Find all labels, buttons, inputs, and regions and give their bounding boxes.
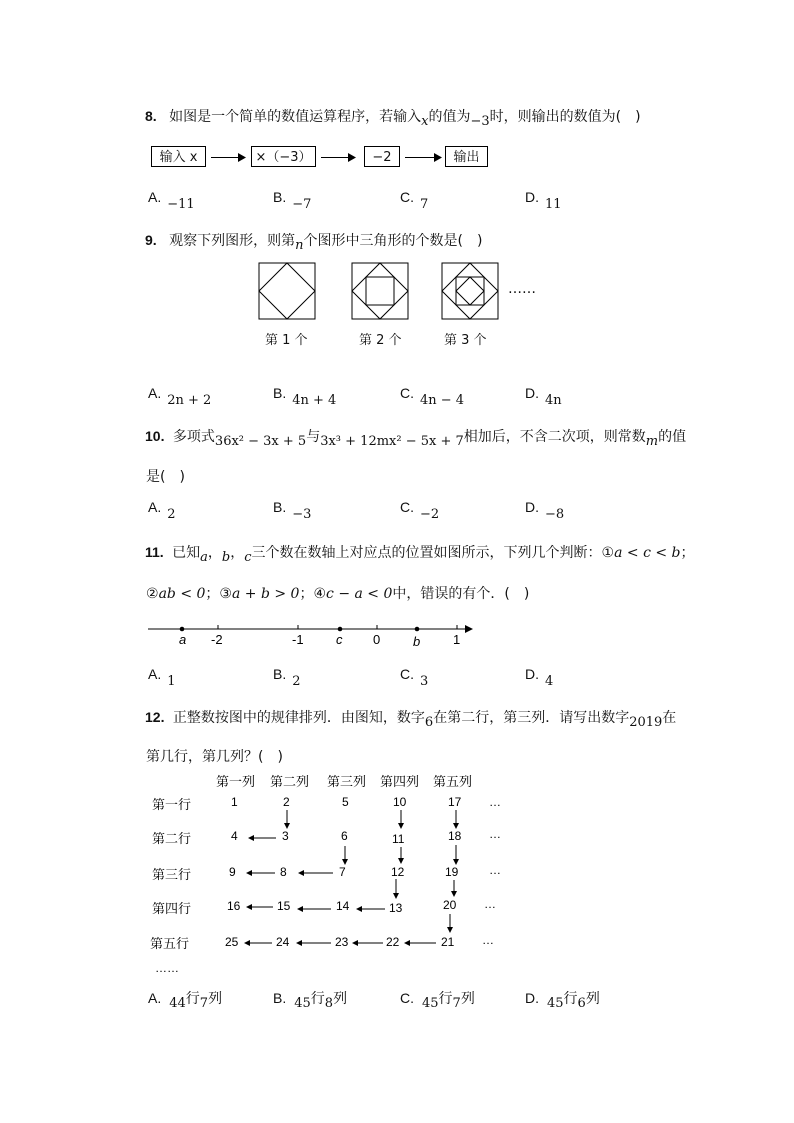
row-ellipsis: … xyxy=(489,863,501,877)
option-letter: C. xyxy=(400,189,414,205)
option-value: 45 xyxy=(422,996,439,1011)
option-text: 行 xyxy=(438,991,453,1007)
row-ellipsis: … xyxy=(482,933,494,947)
option-letter: A. xyxy=(148,499,162,515)
grid-number: 12 xyxy=(391,865,405,879)
column-header: 第一列 xyxy=(216,774,256,789)
option-letter: D. xyxy=(525,385,539,401)
grid-number: 9 xyxy=(229,865,236,879)
question-number: 8. xyxy=(145,108,157,124)
grid-number: 20 xyxy=(443,898,457,912)
option-value: 4 xyxy=(545,674,554,689)
figure-caption: 第 3 个 xyxy=(444,333,487,348)
option-value: 45 xyxy=(294,996,311,1011)
figure-2 xyxy=(351,262,411,322)
grid-number: 6 xyxy=(341,829,348,843)
column-header: 第四列 xyxy=(380,774,420,789)
row-header: 第四行 xyxy=(152,901,192,916)
tick-label: -1 xyxy=(292,632,304,647)
question-9-text xyxy=(145,230,483,253)
option-value: −3 xyxy=(292,507,312,522)
question-number: 11. xyxy=(145,544,164,560)
question-text: 观察下列图形，则第 xyxy=(169,233,296,249)
option-c[interactable] xyxy=(400,385,465,408)
figure-3 xyxy=(441,262,501,322)
question-number: 12. xyxy=(145,709,165,725)
option-value: 6 xyxy=(577,996,586,1011)
grid-arrows xyxy=(245,810,456,943)
option-b[interactable] xyxy=(273,988,348,1011)
flow-box-multiply: ×（−3） xyxy=(251,146,316,167)
point-a xyxy=(180,627,185,632)
arrow-head-icon xyxy=(348,153,356,162)
figure-1 xyxy=(258,262,318,322)
option-letter: D. xyxy=(525,990,539,1006)
option-d[interactable] xyxy=(525,385,562,408)
grid-number: 22 xyxy=(386,935,400,949)
option-letter: B. xyxy=(273,189,287,205)
option-a[interactable] xyxy=(148,499,176,522)
row-header: 第二行 xyxy=(152,831,192,846)
option-c[interactable] xyxy=(400,189,429,212)
option-letter: C. xyxy=(400,666,414,682)
grid-number: 10 xyxy=(393,795,407,809)
bottom-ellipsis: …… xyxy=(155,961,179,975)
grid-number: 2 xyxy=(283,795,290,809)
punct: ， xyxy=(230,545,245,561)
grid-number: 11 xyxy=(392,832,405,846)
question-11-text xyxy=(145,542,695,565)
option-d[interactable] xyxy=(525,499,565,522)
option-value: 3 xyxy=(420,674,429,689)
grid-number: 1 xyxy=(231,795,238,809)
question-8-text xyxy=(145,106,641,129)
option-letter: B. xyxy=(273,990,287,1006)
row-header: 第三行 xyxy=(152,867,192,882)
option-value: −2 xyxy=(420,507,440,522)
question-text: 在第二行，第三列．请写出数字 xyxy=(433,710,630,726)
point-c xyxy=(338,627,343,632)
option-value: −11 xyxy=(167,197,195,212)
question-11-text-line2 xyxy=(146,583,529,603)
arrow-head-icon xyxy=(434,153,442,162)
option-value: 2n + 2 xyxy=(167,393,212,408)
option-value: 45 xyxy=(547,996,564,1011)
option-letter: A. xyxy=(148,666,162,682)
judgment-2: ab < 0 xyxy=(158,586,206,602)
question-12-text xyxy=(145,707,677,730)
grid-number: 15 xyxy=(277,899,291,913)
option-text: 行 xyxy=(310,991,325,1007)
option-letter: C. xyxy=(400,990,414,1006)
number-6: 6 xyxy=(424,715,434,730)
grid-number: 17 xyxy=(448,795,462,809)
axis-arrow-icon xyxy=(465,625,473,633)
question-text: 在 xyxy=(662,710,677,726)
option-letter: A. xyxy=(148,385,162,401)
option-text: 行 xyxy=(563,991,578,1007)
question-10-text xyxy=(145,426,687,449)
option-a[interactable] xyxy=(148,988,223,1011)
variable-b: b xyxy=(221,550,231,565)
option-value: 11 xyxy=(545,197,562,212)
number-line xyxy=(145,615,485,655)
judgment-marker: ③ xyxy=(219,586,232,602)
punct: ； xyxy=(205,586,220,602)
option-value: 4n xyxy=(545,393,562,408)
variable-n: n xyxy=(295,238,304,253)
point-b xyxy=(415,627,420,632)
question-text: 正整数按图中的规律排列．由图知，数字 xyxy=(172,710,425,726)
option-b[interactable] xyxy=(273,385,337,408)
option-a[interactable] xyxy=(148,666,176,689)
polynomial-1: 36x² − 3x + 5 xyxy=(214,434,307,449)
question-text: 时，则输出的数值为( ) xyxy=(489,109,641,125)
row-ellipsis: … xyxy=(489,827,501,841)
option-letter: A. xyxy=(148,990,162,1006)
judgment-4: c − a < 0 xyxy=(326,586,393,602)
point-label: b xyxy=(413,634,421,649)
option-d[interactable] xyxy=(525,666,554,689)
variable-m: m xyxy=(645,434,659,449)
option-letter: B. xyxy=(273,666,287,682)
question-text: 中，错误的有个．( ) xyxy=(392,586,530,602)
column-header: 第五列 xyxy=(433,774,473,789)
option-value: 8 xyxy=(324,996,334,1011)
punct: ； xyxy=(299,586,314,602)
option-value: −7 xyxy=(292,197,312,212)
option-letter: D. xyxy=(525,666,539,682)
point-label: c xyxy=(336,632,343,647)
grid-number: 18 xyxy=(448,829,462,843)
question-text-line2: 是( ) xyxy=(146,469,185,485)
judgment-marker: ④ xyxy=(313,586,327,602)
option-value: 2 xyxy=(167,507,176,522)
question-number: 10. xyxy=(145,428,165,444)
option-c[interactable] xyxy=(400,666,429,689)
option-b[interactable] xyxy=(273,499,312,522)
question-text: 三个数在数轴上对应点的位置如图所示，下列几个判断： xyxy=(251,545,602,561)
flow-box-output: 输出 xyxy=(445,146,488,167)
row-header: 第一行 xyxy=(152,797,192,812)
grid-number: 25 xyxy=(225,935,239,949)
grid-number: 4 xyxy=(231,829,238,843)
option-value: 7 xyxy=(199,996,209,1011)
grid-number: 5 xyxy=(342,795,349,809)
grid-number: 23 xyxy=(335,935,349,949)
punct: ， xyxy=(207,545,222,561)
option-a[interactable] xyxy=(148,189,195,212)
option-value: 1 xyxy=(167,674,176,689)
arrow-head-icon xyxy=(238,153,246,162)
question-text: 相加后，不含二次项，则常数 xyxy=(463,429,646,445)
option-value: −8 xyxy=(545,507,565,522)
variable-a: a xyxy=(200,550,208,565)
row-ellipsis: … xyxy=(484,897,496,911)
option-value: 4n + 4 xyxy=(292,393,337,408)
variable-c: c xyxy=(244,550,252,565)
column-header: 第三列 xyxy=(327,774,367,789)
grid-number: 21 xyxy=(441,935,455,949)
question-text: 个图形中三角形的个数是( ) xyxy=(303,233,483,249)
option-a[interactable] xyxy=(148,385,212,408)
option-value: 2 xyxy=(292,674,301,689)
option-b[interactable] xyxy=(273,666,301,689)
option-text: 列 xyxy=(208,991,223,1007)
option-text: 行 xyxy=(185,991,200,1007)
grid-number: 16 xyxy=(227,899,241,913)
option-letter: C. xyxy=(400,385,414,401)
option-letter: D. xyxy=(525,189,539,205)
column-header: 第二列 xyxy=(270,774,310,789)
option-text: 列 xyxy=(460,991,475,1007)
option-value: 4n − 4 xyxy=(420,393,465,408)
grid-number: 14 xyxy=(336,899,350,913)
grid-number: 13 xyxy=(389,901,403,915)
option-c[interactable] xyxy=(400,988,475,1011)
grid-number: 19 xyxy=(445,865,459,879)
tick-label: 1 xyxy=(453,632,461,647)
question-text: 的值 xyxy=(658,429,687,445)
judgment-1: a < c < b xyxy=(614,545,681,561)
question-text-line2: 第几行，第几列？( ) xyxy=(146,749,283,765)
grid-number: 3 xyxy=(282,829,289,843)
number-2019: 2019 xyxy=(629,715,663,730)
judgment-marker: ② xyxy=(146,586,159,602)
option-letter: D. xyxy=(525,499,539,515)
option-value: 7 xyxy=(420,197,429,212)
option-value: 7 xyxy=(452,996,461,1011)
flow-box-input: 输入 x xyxy=(151,146,206,167)
option-value: 44 xyxy=(169,996,186,1011)
flow-box-subtract: −2 xyxy=(364,146,400,167)
question-text: 的值为 xyxy=(428,109,471,125)
question-text: 与 xyxy=(306,429,321,445)
row-ellipsis: … xyxy=(489,795,501,809)
question-text: 多项式 xyxy=(172,429,215,445)
input-value: −3 xyxy=(470,114,490,129)
figure-caption: 第 1 个 xyxy=(265,333,308,348)
grid-number: 8 xyxy=(280,865,287,879)
judgment-3: a + b > 0 xyxy=(231,586,300,602)
option-letter: B. xyxy=(273,499,287,515)
tick-label: -2 xyxy=(211,632,223,647)
option-text: 列 xyxy=(585,991,600,1007)
polynomial-2: 3x³ + 12mx² − 5x + 7 xyxy=(320,434,464,449)
point-label: a xyxy=(179,632,187,647)
option-letter: B. xyxy=(273,385,287,401)
option-d[interactable] xyxy=(525,189,562,212)
option-letter: C. xyxy=(400,499,414,515)
option-text: 列 xyxy=(333,991,348,1007)
option-c[interactable] xyxy=(400,499,440,522)
grid-number: 24 xyxy=(276,935,290,949)
tick-label: 0 xyxy=(373,632,381,647)
option-d[interactable] xyxy=(525,988,600,1011)
figure-caption: 第 2 个 xyxy=(359,333,402,348)
grid-number: 7 xyxy=(339,865,346,879)
variable-x: x xyxy=(421,114,429,129)
option-letter: A. xyxy=(148,189,162,205)
question-text: 已知 xyxy=(172,545,201,561)
figure-ellipsis: …… xyxy=(508,281,536,297)
number-grid xyxy=(145,768,515,978)
judgment-marker: ① xyxy=(601,545,615,561)
row-header: 第五行 xyxy=(150,936,190,951)
option-b[interactable] xyxy=(273,189,312,212)
question-number: 9. xyxy=(145,232,157,248)
question-text: 如图是一个简单的数值运算程序，若输入 xyxy=(169,109,422,125)
punct: ； xyxy=(680,545,695,561)
